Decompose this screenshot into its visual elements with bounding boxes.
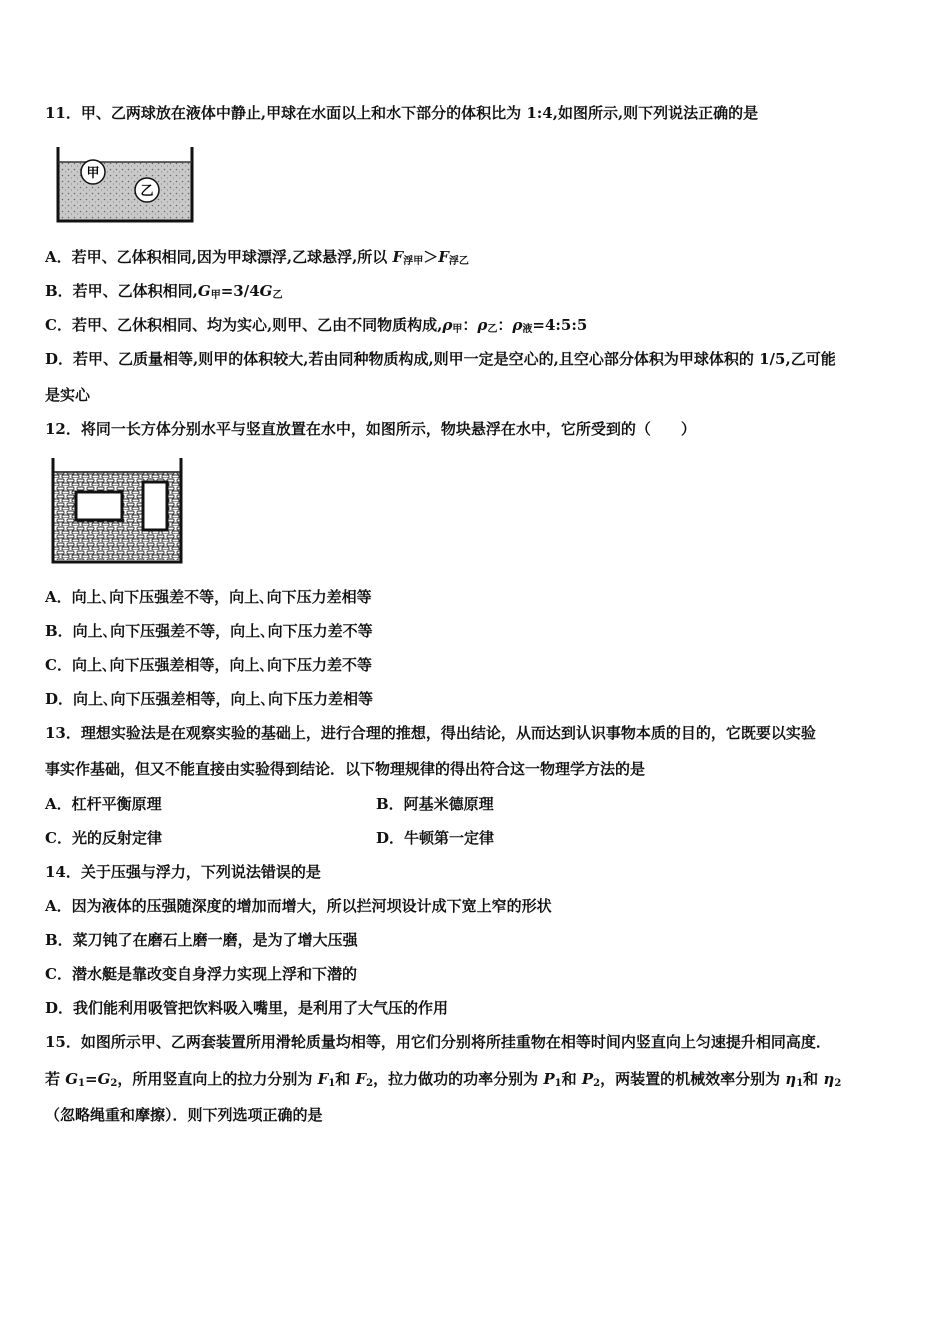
ball-jia-label: 甲 (86, 166, 100, 181)
q11-option-b: B．若甲、乙体积相同$,G_甲=3/4G_乙$ (45, 282, 283, 301)
ball-yi-label: 乙 (140, 184, 154, 199)
liquid (59, 162, 191, 220)
horizontal-block (76, 492, 122, 520)
q11-option-a: A．若甲、乙体积相同,因为甲球漂浮,乙球悬浮,所以 $F_{浮甲}>F_{浮乙}$ (45, 248, 469, 267)
q14-option-d: D．我们能利用吸管把饮料吸入嘴里，是利用了大气压的作用 (45, 999, 449, 1017)
q15-stem-line3: （忽略绳重和摩擦）．则下列选项正确的是 (45, 1106, 323, 1124)
q13-option-c: C．光的反射定律 (45, 829, 162, 847)
q14-option-c: C．潜水艇是靠改变自身浮力实现上浮和下潜的 (45, 965, 357, 983)
q11-figure (55, 144, 195, 224)
q12-option-a: A．向上､向下压强差不等，向上､向下压力差相等 (45, 588, 372, 606)
q11-option-d-line1: D．若甲、乙质量相等,则甲的体积较大,若由同种物质构成,则甲一定是空心的,且空心部分体积为甲球体积的 1/5,乙可能 (45, 350, 836, 368)
q12-option-b: B．向上､向下压强差不等，向上､向下压力差不等 (45, 622, 373, 640)
q14-stem: 14．关于压强与浮力，下列说法错误的是 (45, 863, 321, 881)
q13-option-d: D．牛顿第一定律 (376, 829, 495, 847)
q12-option-d: D．向上､向下压强差相等，向上､向下压力差相等 (45, 690, 374, 708)
q13-stem-line1: 13．理想实验法是在观察实验的基础上，进行合理的推想，得出结论，从而达到认识事物本质的目的，它既要以实验 (45, 724, 816, 742)
q11-option-d-line2: 是实心 (45, 386, 91, 404)
ball-yi (135, 178, 159, 202)
q13-stem-line2: 事实作基础，但又不能直接由实验得到结论．以下物理规律的得出符合这一物理学方法的是 (45, 760, 646, 778)
q15-stem-line1: 15．如图所示甲、乙两套装置所用滑轮质量均相等，用它们分别将所挂重物在相等时间内竖直向上匀速提升相同高度． (45, 1033, 831, 1051)
q12-stem: 12．将同一长方体分别水平与竖直放置在水中，如图所示，物块悬浮在水中，它所受到的（ ） (45, 420, 696, 438)
q14-option-a: A．因为液体的压强随深度的增加而增大，所以拦河坝设计成下宽上窄的形状 (45, 897, 552, 915)
q15-stem-line2: 若 $G_1=G_2$，所用竖直向上的拉力分别为 $F_1$和 $F_2$，拉力做功的功率分别为 $P_1$和 $P_2$，两装置的机械效率分别为 $\eta_1$和 $\eta_2$ (45, 1070, 842, 1089)
q13-option-b: B．阿基米德原理 (376, 795, 494, 813)
vertical-block (143, 482, 167, 530)
q11-option-c: C．若甲、乙休积相同、均为实心,则甲、乙由不同物质构成$,\rho_甲$：$\rho_乙$：$\rho_液=4:5:5$ (45, 316, 588, 335)
q12-figure (46, 454, 188, 568)
q11-stem: 11．甲、乙两球放在液体中静止,甲球在水面以上和水下部分的体积比为 1:4,如图所示,则下列说法正确的是 (45, 104, 759, 122)
q12-option-c: C．向上､向下压强差相等，向上､向下压力差不等 (45, 656, 372, 674)
q14-option-b: B．菜刀钝了在磨石上磨一磨，是为了增大压强 (45, 931, 358, 949)
q13-option-a: A．杠杆平衡原理 (45, 795, 162, 813)
ball-jia (81, 160, 105, 184)
